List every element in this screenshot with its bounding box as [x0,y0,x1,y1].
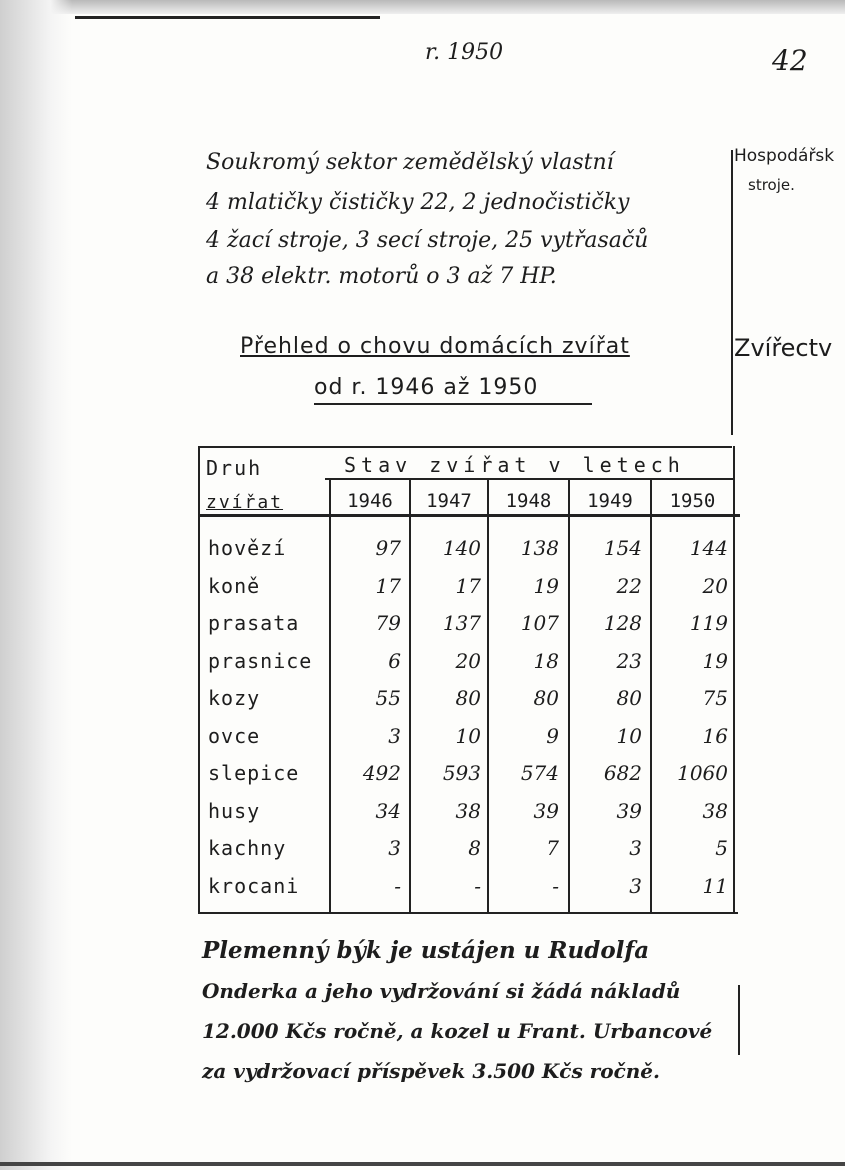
margin-rule [731,150,733,435]
table-bottom-line [198,912,738,914]
table-cell-1948: 80 [533,686,559,710]
table-cell-1950: 5 [715,836,728,860]
table-cell-1948: 39 [533,799,559,823]
header-druh: Druh [206,456,263,480]
subtitle-underline [314,403,592,405]
table-cell-1950: 16 [702,724,728,748]
top-rule [75,16,380,19]
table-cell-1949: 3 [629,836,642,860]
table-cell-1948: 107 [520,611,559,635]
table-cell-1948: - [552,874,559,898]
note-margin-rule [738,985,740,1055]
year-1946: 1946 [347,490,393,512]
table-cell-1949: 10 [616,724,642,748]
year-heading: r. 1950 [425,40,504,65]
margin-label-livestock: Zvířectv [734,334,833,362]
table-year-line [325,478,733,480]
table-cell-1950: 38 [702,799,728,823]
year-1948: 1948 [505,490,552,512]
machinery-line-1: Soukromý sektor zemědělský vlastní [206,150,614,175]
table-right-border [733,446,735,914]
table-cell-1948: 18 [533,649,559,673]
table-cell-1946: - [394,874,401,898]
table-row-animal: kachny [208,836,287,860]
table-top-line [198,446,732,448]
header-stav-zvirat: Stav zvířat v letech [344,453,685,477]
table-row-animal: ovce [208,724,261,748]
table-cell-1947: 80 [455,686,481,710]
table-cell-1947: 593 [442,761,481,785]
margin-label-machinery-2: stroje. [748,176,795,194]
table-cell-1950: 75 [702,686,728,710]
table-cell-1946: 79 [375,611,401,635]
machinery-line-3: 4 žací stroje, 3 secí stroje, 25 vytřasačů [206,228,649,253]
scan-bottom-edge [0,1162,845,1166]
bull-note-line-2: Onderka a jeho vydržování si žádá nákladů [202,979,681,1003]
table-cell-1948: 7 [546,836,559,860]
table-cell-1950: 119 [689,611,728,635]
table-cell-1948: 138 [520,536,559,560]
table-row-animal: husy [208,799,261,823]
table-cell-1946: 3 [388,724,401,748]
table-cell-1947: 17 [455,574,481,598]
table-cell-1946: 34 [375,799,401,823]
table-cell-1947: 20 [455,649,481,673]
table-cell-1949: 22 [616,574,642,598]
bull-note-line-1: Plemenný býk je ustájen u Rudolfa [202,937,650,964]
table-cell-1947: 38 [455,799,481,823]
machinery-line-2: 4 mlatičky čističky 22, 2 jednočističky [206,190,630,215]
table-cell-1949: 3 [629,874,642,898]
table-header-line [198,514,740,517]
header-zvirat: zvířat [206,492,284,513]
table-cell-1946: 97 [375,536,401,560]
table-cell-1950: 144 [689,536,728,560]
table-row-animal: hovězí [208,536,287,560]
machinery-line-4: a 38 elektr. motorů o 3 až 7 HP. [206,264,557,289]
scan-left-edge [0,0,72,1170]
table-cell-1949: 154 [603,536,642,560]
table-cell-1948: 574 [520,761,559,785]
table-left-border [198,446,200,914]
table-row-animal: prasata [208,611,300,635]
table-cell-1946: 17 [375,574,401,598]
table-cell-1947: 140 [442,536,481,560]
page-number: 42 [772,44,808,77]
table-cell-1949: 128 [603,611,642,635]
table-cell-1950: 19 [702,649,728,673]
table-cell-1949: 682 [603,761,642,785]
margin-label-machinery-1: Hospodářsk [734,146,835,166]
year-1949: 1949 [587,490,633,512]
table-cell-1950: 11 [702,874,728,898]
table-row-animal: koně [208,574,261,598]
table-row-animal: slepice [208,761,300,785]
table-row-animal: krocani [208,874,300,898]
livestock-subtitle: od r. 1946 až 1950 [314,375,539,400]
scan-top-edge [0,0,845,14]
table-cell-1947: 8 [468,836,481,860]
table-cell-1946: 55 [375,686,401,710]
table-cell-1949: 39 [616,799,642,823]
table-cell-1947: - [474,874,481,898]
bull-note-line-3: 12.000 Kčs ročně, a kozel u Frant. Urbancové [202,1019,713,1043]
table-cell-1949: 23 [616,649,642,673]
bull-note-line-4: za vydržovací příspěvek 3.500 Kčs ročně. [202,1059,660,1083]
table-cell-1950: 20 [702,574,728,598]
table-cell-1947: 10 [455,724,481,748]
table-cell-1947: 137 [442,611,481,635]
year-1947: 1947 [426,490,472,512]
table-row-animal: kozy [208,686,261,710]
table-cell-1948: 19 [533,574,559,598]
table-cell-1950: 1060 [677,761,728,785]
table-row-animal: prasnice [208,649,313,673]
table-cell-1946: 6 [388,649,401,673]
livestock-title: Přehled o chovu domácích zvířat [240,334,630,359]
table-cell-1949: 80 [616,686,642,710]
table-cell-1946: 492 [362,761,401,785]
table-cell-1948: 9 [546,724,559,748]
year-1950: 1950 [669,490,716,512]
table-cell-1946: 3 [388,836,401,860]
